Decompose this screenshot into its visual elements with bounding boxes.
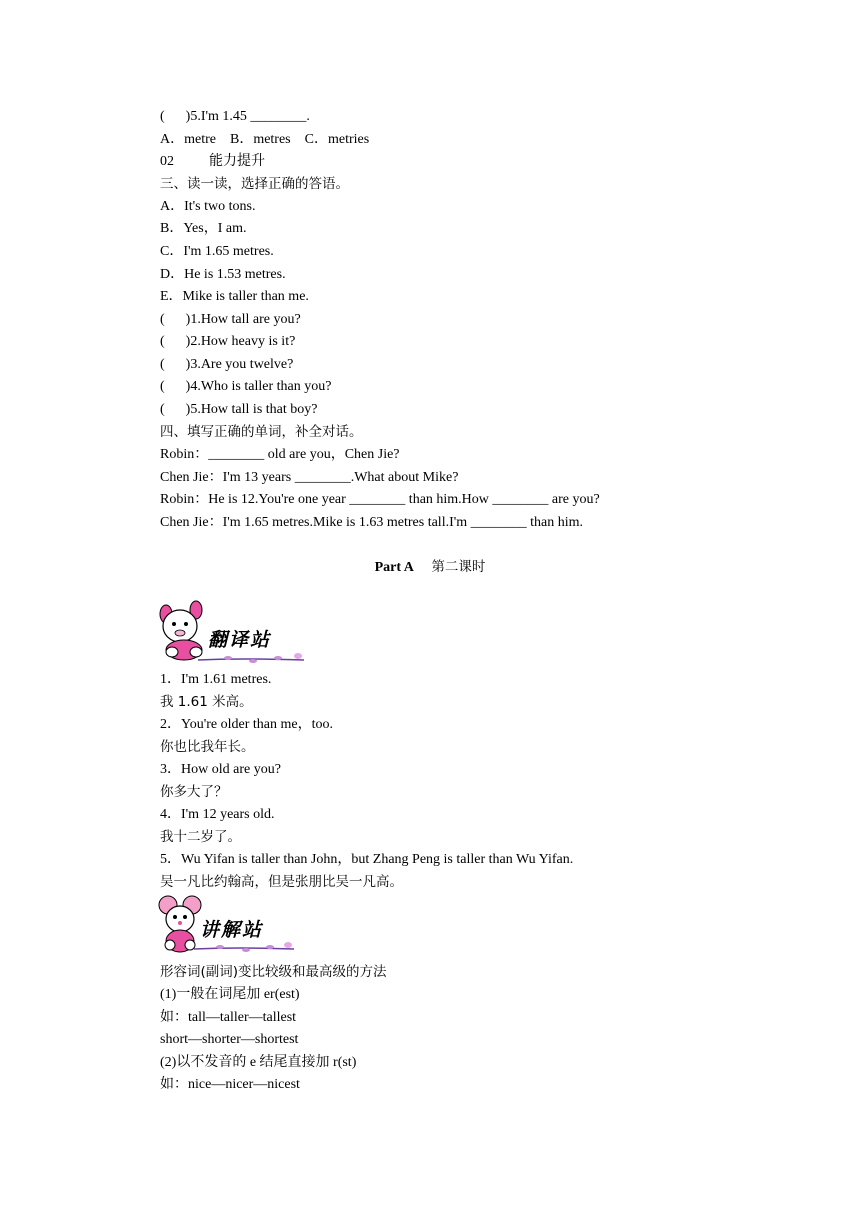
section-4-heading: 四、填写正确的单词，补全对话。	[160, 424, 363, 440]
dialogue-line-4: Chen Jie：I'm 1.65 metres.Mike is 1.63 metres tall.I'm ________ than him.	[160, 515, 584, 530]
answer-d: D．He is 1.53 metres.	[160, 267, 286, 282]
part-label: Part A	[374, 560, 414, 575]
section-02-heading: 02 能力提升	[160, 154, 265, 169]
answer-c: C．I'm 1.65 metres.	[160, 244, 274, 259]
answer-a: A．It's two tons.	[160, 199, 256, 214]
sentence-2: 2．You're older than me，too.	[160, 717, 333, 732]
lesson-label: 第二课时	[431, 559, 486, 575]
sentence-5-translation: 吴一凡比约翰高，但是张朋比吴一凡高。	[160, 874, 403, 890]
sentence-2-translation: 你也比我年长。	[160, 739, 255, 755]
dialogue-line-2: Chen Jie：I'm 13 years ________.What about Mike?	[160, 470, 459, 485]
rule-2-example: 如：nice—nicer—nicest	[160, 1077, 300, 1092]
sentence-4-translation: 我十二岁了。	[160, 829, 241, 845]
options-line: A．metre B．metres C．metries	[160, 132, 370, 147]
rule-1: (1)一般在词尾加 er(est)	[160, 987, 300, 1002]
dialogue-line-3: Robin：He is 12.You're one year ________ than him.How ________ are you?	[160, 492, 600, 507]
question-3: ( )3.Are you twelve?	[160, 357, 294, 372]
question-5-line: ( )5.I'm 1.45 ________.	[160, 109, 310, 124]
sentence-1-translation: 我 1.61 米高。	[160, 694, 253, 710]
section-3-heading: 三、读一读，选择正确的答语。	[160, 176, 349, 192]
banner-label: 讲解站	[200, 919, 264, 941]
sentence-5: 5．Wu Yifan is taller than John，but Zhang Peng is taller than Wu Yifan.	[160, 852, 574, 867]
dialogue-line-1: Robin：________ old are you，Chen Jie?	[160, 447, 400, 462]
rule-1-example-1: 如：tall—taller—tallest	[160, 1010, 297, 1025]
question-5: ( )5.How tall is that boy?	[160, 402, 318, 417]
answer-e: E．Mike is taller than me.	[160, 289, 309, 304]
translation-banner	[158, 600, 308, 666]
rule-1-example-2: short—shorter—shortest	[160, 1032, 299, 1047]
banner-label: 翻译站	[208, 629, 272, 651]
question-1: ( )1.How tall are you?	[160, 312, 301, 327]
explanation-banner	[158, 893, 298, 955]
question-2: ( )2.How heavy is it?	[160, 334, 296, 349]
sentence-1: 1．I'm 1.61 metres.	[160, 672, 272, 687]
sentence-3: 3．How old are you?	[160, 762, 281, 777]
sentence-4: 4．I'm 12 years old.	[160, 807, 275, 822]
rule-2: (2)以不发音的 e 结尾直接加 r(st)	[160, 1055, 357, 1070]
sentence-3-translation: 你多大了？	[160, 784, 228, 800]
answer-b: B．Yes，I am.	[160, 221, 247, 236]
question-4: ( )4.Who is taller than you?	[160, 379, 332, 394]
section-title	[0, 558, 860, 577]
explanation-heading: 形容词(副词)变比较级和最高级的方法	[160, 964, 387, 980]
